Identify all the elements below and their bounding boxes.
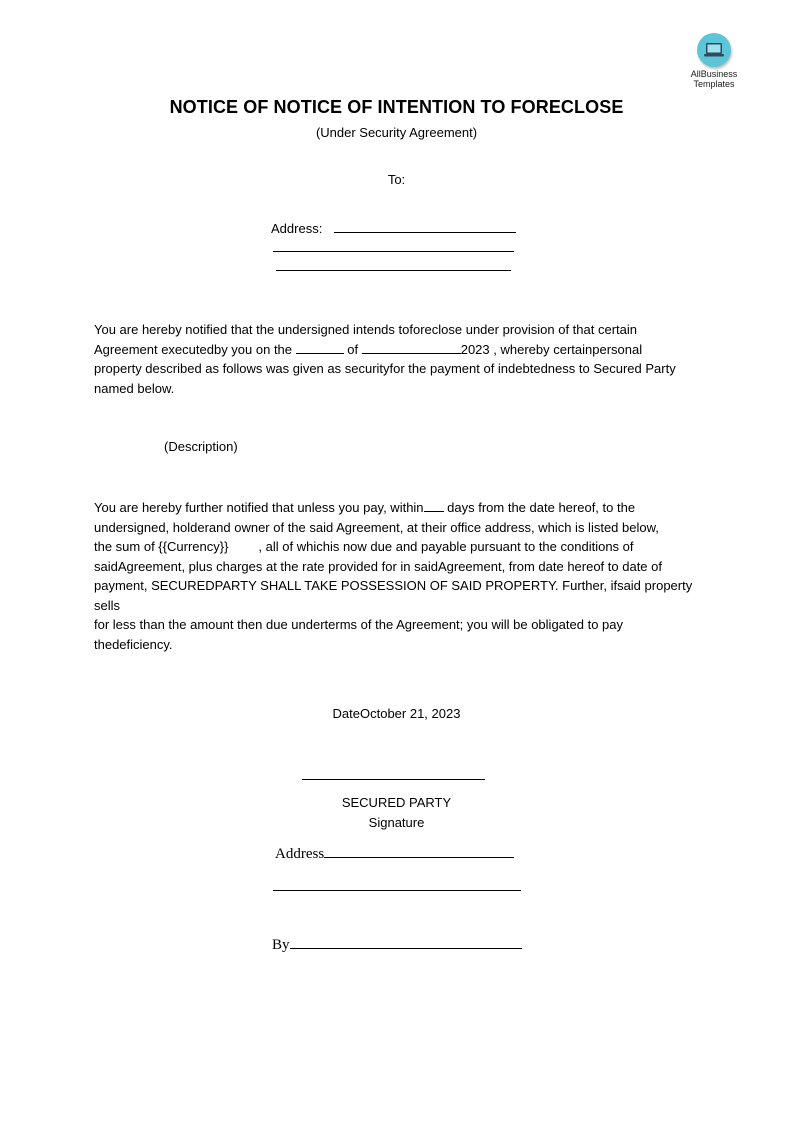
notice-paragraph-1 xyxy=(94,320,704,398)
day-blank[interactable] xyxy=(296,340,344,354)
date-line: DateOctober 21, 2023 xyxy=(332,706,461,721)
address-field[interactable] xyxy=(271,219,516,236)
paragraph-1-text: Agreement executedby you on the xyxy=(94,341,296,357)
paragraph-1-line: named below. xyxy=(94,380,175,396)
address-blank-line-2[interactable] xyxy=(273,238,514,252)
paragraph-2-line: thedeficiency. xyxy=(94,636,173,652)
document-subtitle: (Under Security Agreement) xyxy=(315,125,478,140)
by-blank[interactable] xyxy=(290,934,522,949)
paragraph-2-line: saidAgreement, plus charges at the rate provided for in saidAgreement, from date hereof to date of xyxy=(94,558,662,574)
paragraph-2-line xyxy=(94,498,704,518)
paragraph-2-line: payment, SECUREDPARTY SHALL TAKE POSSESSION OF SAID PROPERTY. Further, ifsaid property sells xyxy=(94,578,693,613)
secured-party-label: SECURED PARTY xyxy=(341,795,452,810)
paragraph-2-line: undersigned, holderand owner of the said Agreement, at their office address, which is listed below, xyxy=(94,519,659,535)
paragraph-1-line: property described as follows was given as securityfor the payment of indebtedness to Secured Party xyxy=(94,361,676,376)
paragraph-1-line: You are hereby notified that the undersigned intends toforeclose under provision of that certain xyxy=(94,322,637,337)
month-blank[interactable] xyxy=(362,340,461,354)
paragraph-1-text: of xyxy=(343,341,362,357)
paragraph-1-text: 2023 , whereby certainpersonal xyxy=(460,341,643,357)
signature-label: Signature xyxy=(368,815,425,830)
by-label: By xyxy=(272,937,290,953)
notice-paragraph-2 xyxy=(94,498,704,654)
paragraph-1-line xyxy=(94,340,704,360)
laptop-icon xyxy=(697,33,731,67)
address-blank-line-1[interactable] xyxy=(334,219,516,233)
address-blank-line-3[interactable] xyxy=(276,257,511,271)
logo-text-line-2: Templates xyxy=(693,79,735,89)
logo-text-line-1: AllBusiness xyxy=(690,69,738,79)
document-title: NOTICE OF NOTICE OF INTENTION TO FORECLOSE xyxy=(169,97,624,117)
secured-party-address-field[interactable] xyxy=(275,843,514,863)
address-label-2: Address xyxy=(275,846,325,862)
paragraph-2-text: , all of whichis now due and payable pursuant to the conditions of xyxy=(258,539,634,554)
signature-line[interactable] xyxy=(302,779,485,780)
paragraph-2-text: days from the date hereof, to the xyxy=(443,500,636,515)
paragraph-2-line: for less than the amount then due underterms of the Agreement; you will be obligated to pay xyxy=(94,617,623,632)
logo-text xyxy=(686,69,742,89)
paragraph-2-text: You are hereby further notified that unless you pay, within xyxy=(94,500,424,515)
by-field[interactable] xyxy=(272,934,522,954)
days-blank[interactable] xyxy=(424,498,444,512)
description-label: (Description) xyxy=(164,439,238,454)
paragraph-2-line xyxy=(94,537,704,557)
paragraph-2-text: the sum of {{Currency}} xyxy=(94,539,229,554)
secured-party-address-blank[interactable] xyxy=(324,843,514,858)
address-label: Address: xyxy=(271,221,323,236)
to-label: To: xyxy=(387,172,406,187)
secured-party-address-blank-2[interactable] xyxy=(273,890,521,891)
allbusiness-templates-logo xyxy=(686,33,742,89)
